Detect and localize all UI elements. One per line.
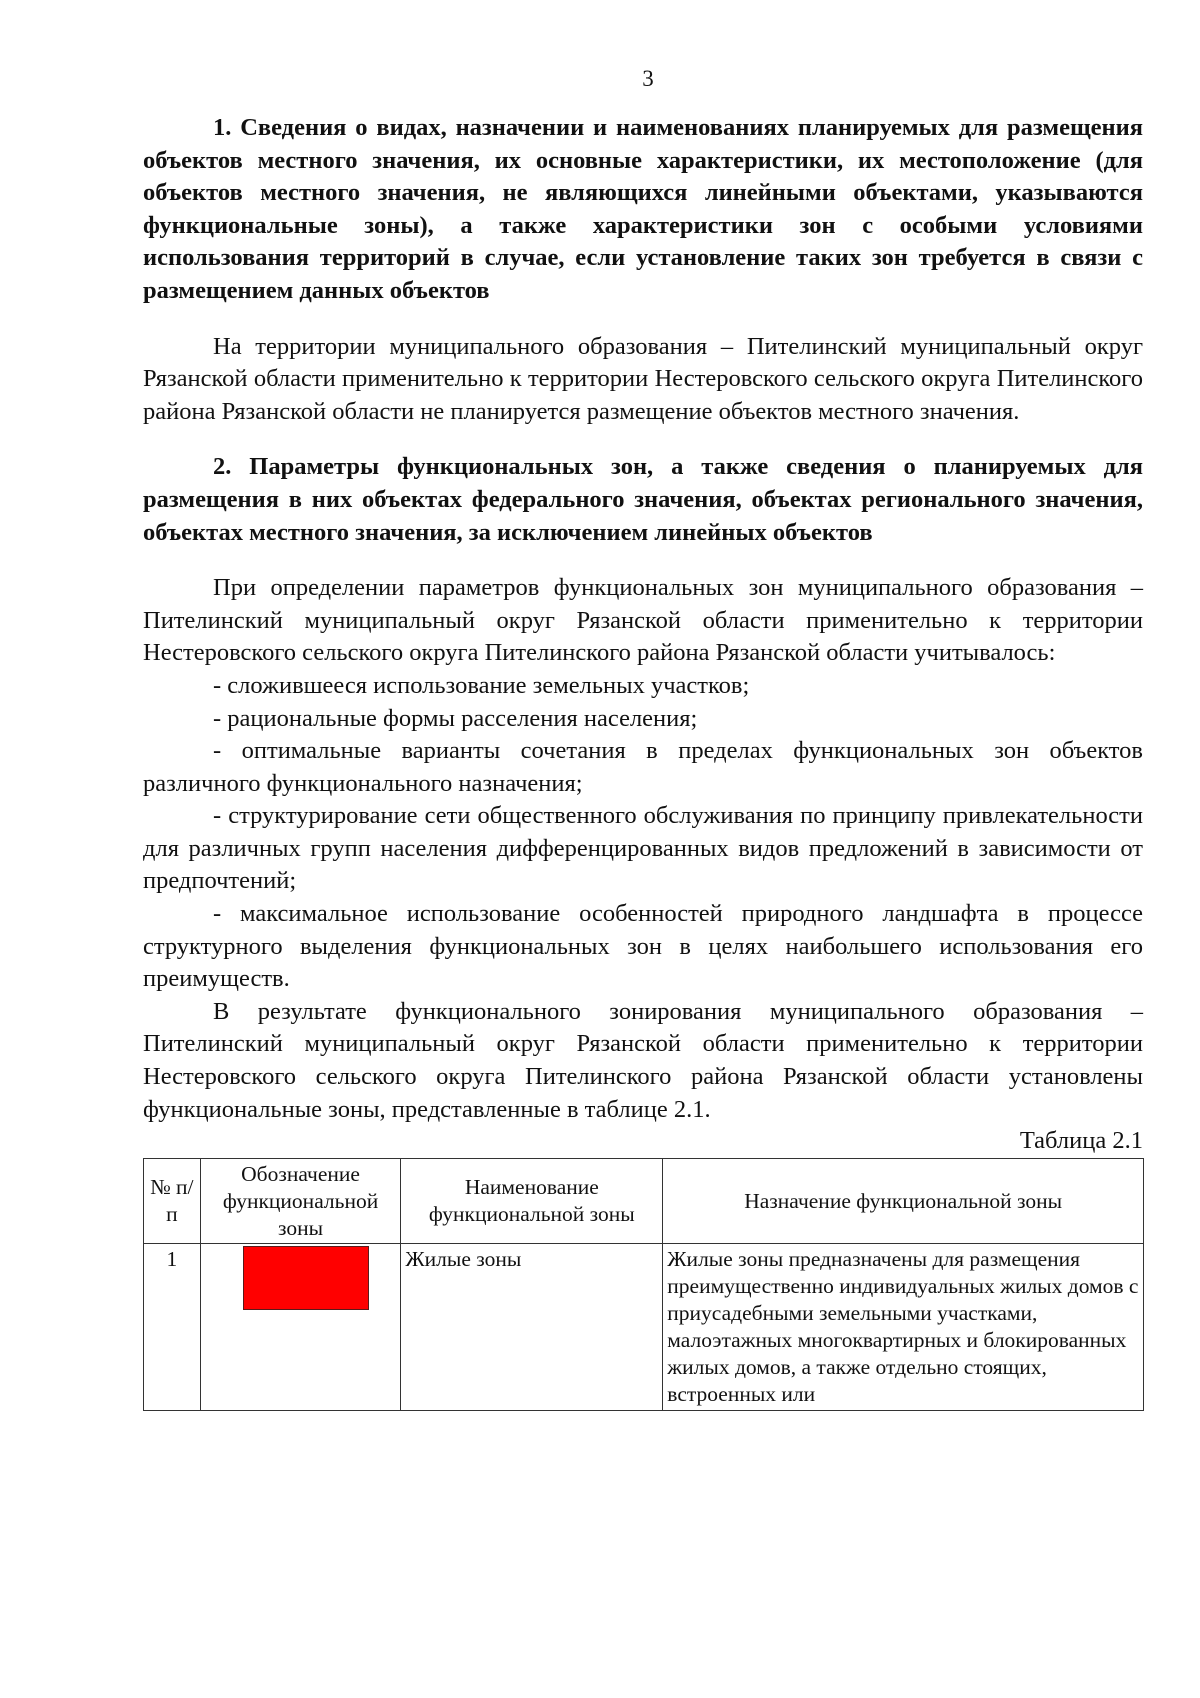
row-name: Жилые зоны: [401, 1244, 663, 1411]
zones-table: [143, 1158, 1144, 1411]
section-2-intro: При определении параметров функциональных зон муниципального образования – Пителинский муниципальный округ Рязанской области применительно к территории Нестеровского сельского округа Пителинского района Рязанской области учитывалось:: [143, 574, 1143, 667]
header-symbol: Обозначение функциональной зоны: [200, 1159, 401, 1244]
list-item: - оптимальные варианты сочетания в пределах функциональных зон объектов различного функционального назначения;: [143, 737, 1143, 797]
section-1-heading: 1. Сведения о видах, назначении и наименованиях планируемых для размещения объектов местного значения, их основные характеристики, их местоположение (для объектов местного значения, не являющихся линейными объектами, указываются функциональные зоны), а также характеристики зон с особыми условиями использования территорий в случае, если установление таких зон требуется в связи с размещением данных объектов: [143, 114, 1143, 304]
header-name: Наименование функциональной зоны: [401, 1159, 663, 1244]
section-2-heading: 2. Параметры функциональных зон, а также сведения о планируемых для размещения в них объектах федерального значения, объектах регионального значения, объектах местного значения, за исключением линейных объектов: [143, 453, 1143, 546]
table-caption: Таблица 2.1: [1019, 1127, 1143, 1155]
row-symbol: [200, 1244, 401, 1411]
zone-color-swatch: [243, 1246, 369, 1310]
table-row: [144, 1244, 1144, 1411]
list-item: - структурирование сети общественного обслуживания по принципу привлекательности для различных групп населения дифференцированных видов предложений в зависимости от предпочтений;: [143, 802, 1143, 895]
header-purpose: Назначение функциональной зоны: [663, 1159, 1144, 1244]
section-1-paragraph: На территории муниципального образования – Пителинский муниципальный округ Рязанской области применительно к территории Нестеровского сельского округа Пителинского района Рязанской области не планируется размещение объектов местного значения.: [143, 332, 1143, 425]
table-header-row: [144, 1159, 1144, 1244]
list-item: - рациональные формы расселения населения;: [213, 704, 698, 732]
section-2-result: В результате функционального зонирования муниципального образования – Пителинский муниципальный округ Рязанской области применительно к территории Нестеровского сельского округа Пителинского района Рязанской области установлены функциональные зоны, представленные в таблице 2.1.: [143, 997, 1143, 1123]
header-num: № п/п: [144, 1159, 201, 1244]
row-num: 1: [144, 1244, 201, 1411]
row-purpose: Жилые зоны предназначены для размещения преимущественно индивидуальных жилых домов с приусадебными земельными участками, малоэтажных многоквартирных и блокированных жилых домов, а также отдельно стоящих, встроенных или: [663, 1244, 1144, 1411]
list-item: - сложившееся использование земельных участков;: [213, 671, 750, 699]
document-content: [143, 112, 1143, 1411]
page-number: 3: [642, 66, 654, 91]
list-item: - максимальное использование особенностей природного ландшафта в процессе структурного выделения функциональных зон в целях наибольшего использования его преимуществ.: [143, 900, 1143, 993]
